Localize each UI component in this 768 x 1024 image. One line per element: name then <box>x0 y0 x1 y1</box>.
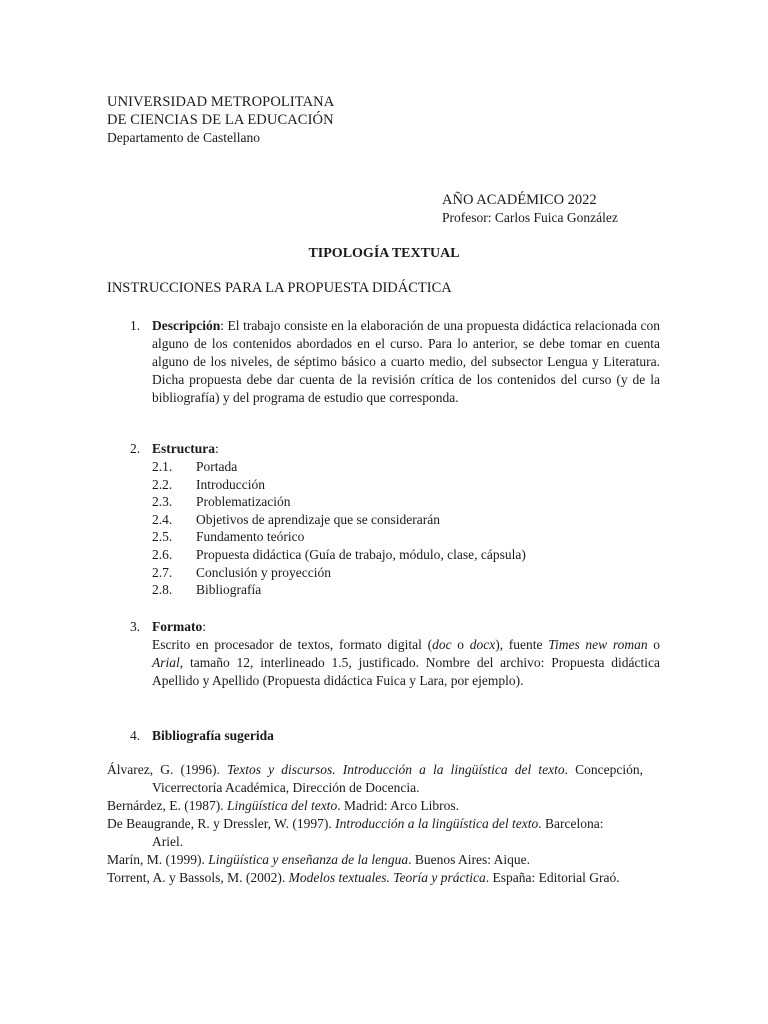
section-number: 2. <box>130 441 141 456</box>
bib-author: Torrent, A. y Bassols, M. (2002). <box>107 870 289 885</box>
item-number: 2.7. <box>152 564 173 580</box>
section-label: Estructura <box>152 441 215 456</box>
bib-author: Álvarez, G. (1996). <box>107 762 227 777</box>
bib-entry <box>107 851 643 869</box>
bib-entry <box>107 869 643 887</box>
list-item <box>152 458 660 476</box>
format-text-part: o <box>451 637 470 652</box>
section-label: Bibliografía sugerida <box>152 728 274 743</box>
item-text: Fundamento teórico <box>196 529 305 545</box>
section-body <box>152 618 660 636</box>
bib-entry <box>107 761 643 797</box>
section-body <box>152 440 660 458</box>
list-item <box>152 511 660 529</box>
section-body <box>152 727 660 745</box>
bib-publisher: . Barcelona: <box>538 816 604 831</box>
bibliography-list <box>107 761 643 887</box>
university-name-line1: UNIVERSIDAD METROPOLITANA <box>107 94 335 110</box>
format-text-part: ), fuente <box>495 637 549 652</box>
bib-publisher-continued: Ariel. <box>152 834 184 849</box>
bib-title: Modelos textuales. Teoría y práctica <box>288 870 486 885</box>
format-doc: doc <box>432 637 452 652</box>
section-description <box>130 317 660 407</box>
list-item <box>152 546 660 564</box>
section-bibliography <box>130 727 660 745</box>
section-format <box>130 618 660 690</box>
item-text: Objetivos de aprendizaje que se considerarán <box>196 511 441 527</box>
document-title: TIPOLOGÍA TEXTUAL <box>308 246 460 261</box>
item-number: 2.3. <box>152 494 173 510</box>
font-name: Times new roman <box>548 637 648 652</box>
bib-publisher: . Concepción, Vicerrectoría Académica, Dirección de Docencia. <box>152 762 644 795</box>
section-structure <box>130 440 660 599</box>
department-name: Departamento de Castellano <box>107 130 260 145</box>
section-colon: : <box>215 441 219 456</box>
structure-list <box>152 458 660 599</box>
item-text: Introducción <box>196 476 265 492</box>
bib-publisher: . Buenos Aires: Aique. <box>408 852 530 867</box>
format-text <box>152 636 660 690</box>
section-label: Formato <box>152 619 203 634</box>
format-text-part: , tamaño 12, interlineado 1.5, justificado. Nombre del archivo: Propuesta didáctica Apellido y Apellido (Propuesta didáctica Fuica y Lara, por ejemplo). <box>152 655 660 688</box>
list-item <box>152 581 660 599</box>
format-docx: docx <box>469 637 496 652</box>
bib-author: Marín, M. (1999). <box>107 852 209 867</box>
section-number: 1. <box>130 318 141 333</box>
section-number: 3. <box>130 619 141 634</box>
bib-title: Lingüística del texto <box>226 798 338 813</box>
bib-entry <box>107 797 643 815</box>
item-number: 2.1. <box>152 459 173 474</box>
item-number: 2.8. <box>152 582 173 598</box>
format-text-part: Escrito en procesador de textos, formato digital ( <box>152 637 433 652</box>
bib-title: Textos y discursos. Introducción a la lingüística del texto <box>226 762 565 777</box>
academic-year: AÑO ACADÉMICO 2022 <box>442 192 597 208</box>
section-text: : El trabajo consiste en la elaboración de una propuesta didáctica relacionada con alguno de los contenidos abordados en el curso. Para lo anterior, se debe tomar en cuenta alguno de los niveles, de séptimo básico a cuarto medio, del subsector Lengua y Literatura. Dicha propuesta debe dar cuenta de la revisión crítica de los contenidos del curso (y de la bibliografía) y del programa de estudio que corresponda. <box>152 318 660 405</box>
item-text: Propuesta didáctica (Guía de trabajo, módulo, clase, cápsula) <box>196 546 526 562</box>
list-item <box>152 476 660 494</box>
bib-publisher: . Madrid: Arco Libros. <box>337 798 460 813</box>
university-name-line2: DE CIENCIAS DE LA EDUCACIÓN <box>107 112 334 128</box>
item-number: 2.5. <box>152 529 173 545</box>
list-item <box>152 564 660 582</box>
bib-title: Lingüística y enseñanza de la lengua <box>208 852 409 867</box>
bib-author: De Beaugrande, R. y Dressler, W. (1997). <box>107 816 336 831</box>
section-label: Descripción <box>152 318 221 333</box>
font-name: Arial <box>152 655 180 670</box>
item-number: 2.6. <box>152 546 173 562</box>
list-item <box>152 528 660 546</box>
item-text: Problematización <box>196 494 291 510</box>
item-number: 2.4. <box>152 511 173 527</box>
item-text: Portada <box>196 459 238 474</box>
section-colon: : <box>202 619 206 634</box>
course-info <box>442 191 618 227</box>
format-text-part: o <box>647 637 661 652</box>
item-text: Conclusión y proyección <box>196 564 331 580</box>
section-body <box>152 317 660 407</box>
bib-author: Bernárdez, E. (1987). <box>107 798 227 813</box>
section-number: 4. <box>130 728 141 743</box>
instructions-heading: INSTRUCCIONES PARA LA PROPUESTA DIDÁCTICA <box>107 280 452 296</box>
bib-publisher: . España: Editorial Graó. <box>485 870 620 885</box>
bib-entry <box>107 815 643 851</box>
professor-name: Profesor: Carlos Fuica González <box>442 210 618 225</box>
item-number: 2.2. <box>152 476 173 492</box>
list-item <box>152 493 660 511</box>
bib-title: Introducción a la lingüística del texto <box>335 816 539 831</box>
institution-header <box>107 93 334 147</box>
item-text: Bibliografía <box>196 582 262 598</box>
